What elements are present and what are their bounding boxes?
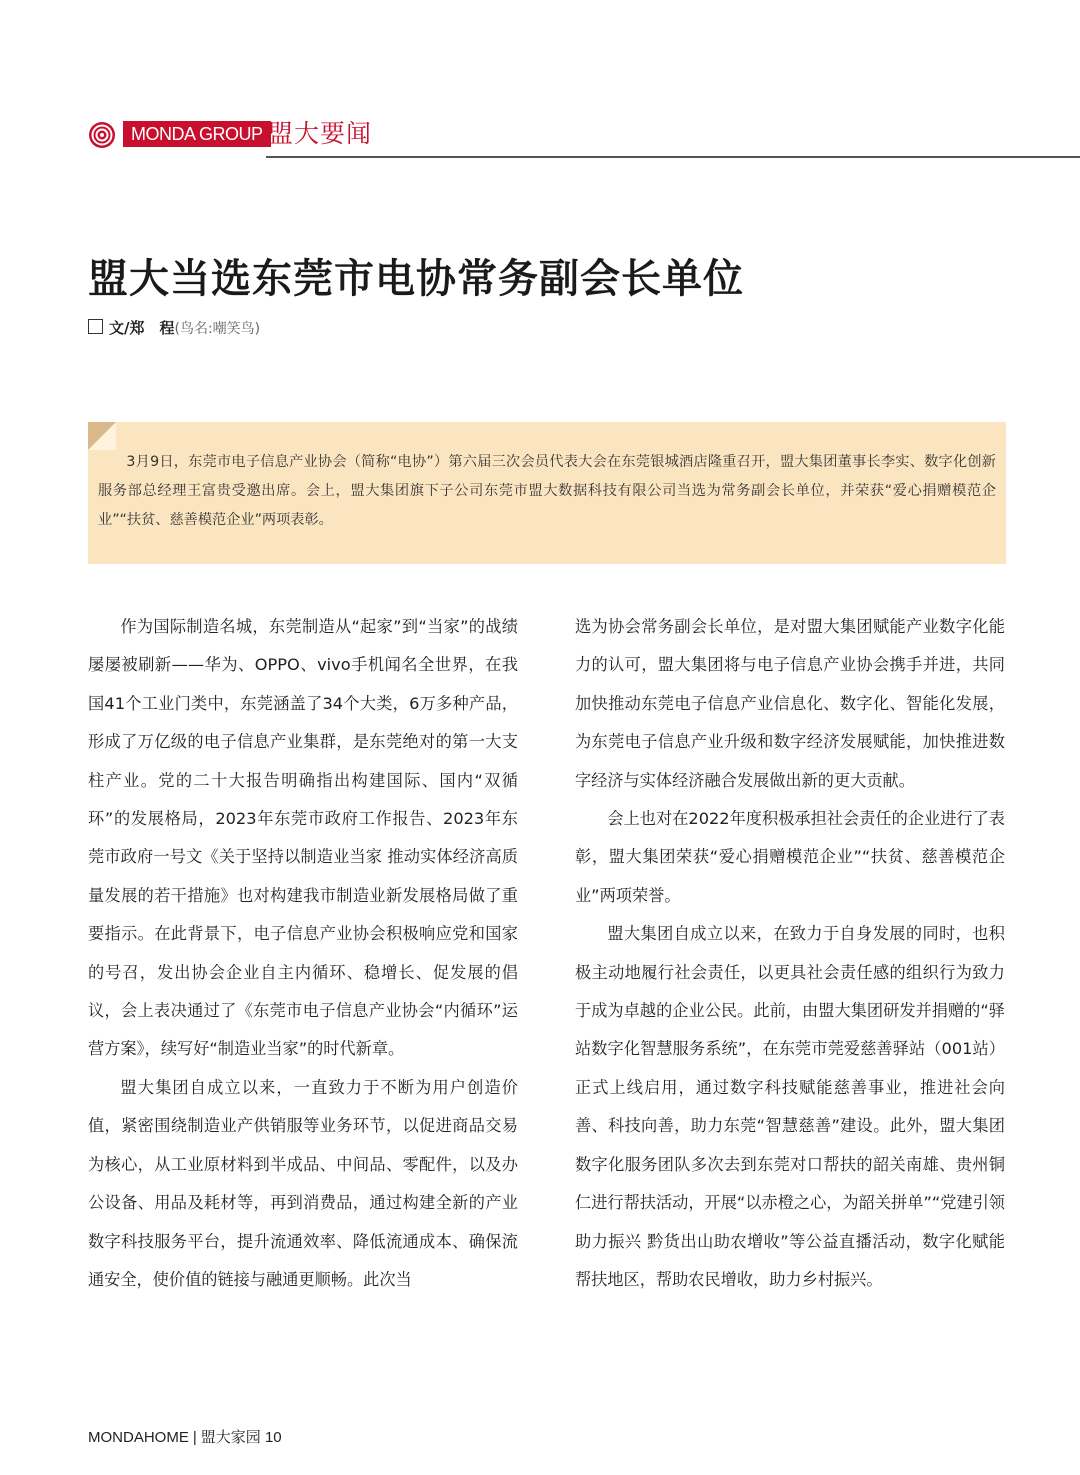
page-footer xyxy=(88,1425,282,1451)
byline-square-icon xyxy=(88,319,103,334)
body-paragraph: 作为国际制造名城，东莞制造从“起家”到“当家”的战绩屡屡被刷新——华为、OPPO、vivo手机闻名全世界，在我国41个工业门类中，东莞涵盖了34个大类，6万多种产品，形成了万亿级的电子信息产业集群，是东莞绝对的第一大支柱产业。党的二十大报告明确指出构建国际、国内“双循环”的发展格局，2023年东莞市政府工作报告、2023年东莞市政府一号文《关于坚持以制造业当家 推动实体经济高质量发展的若干措施》也对构建我市制造业新发展格局做了重要指示。在此背景下，电子信息产业协会积极响应党和国家的号召，发出协会企业自主内循环、稳增长、促发展的倡议，会上表决通过了《东莞市电子信息产业协会“内循环”运营方案》，续写好“制造业当家”的时代新章。 xyxy=(88,617,518,1059)
footer-magazine-en: MONDAHOME xyxy=(88,1429,189,1446)
footer-separator: | xyxy=(192,1429,197,1446)
body-column-left xyxy=(88,608,518,1299)
section-title: 盟大要闻 xyxy=(268,119,373,148)
brand-label: MONDA GROUP xyxy=(123,121,271,147)
body-paragraph: 盟大集团自成立以来，在致力于自身发展的同时，也积极主动地履行社会责任，以更具社会责任感的组织行为致力于成为卓越的企业公民。此前，由盟大集团研发并捐赠的“驿站数字化智慧服务系统”，在东莞市莞爱慈善驿站（001站）正式上线启用，通过数字科技赋能慈善事业，推进社会向善、科技向善，助力东莞“智慧慈善”建设。此外，盟大集团数字化服务团队多次去到东莞对口帮扶的韶关南雄、贵州铜仁进行帮扶活动，开展“以赤橙之心，为韶关拼单”“党建引领助力振兴 黔货出山助农增收”等公益直播活动，数字化赋能帮扶地区，帮助农民增收，助力乡村振兴。 xyxy=(575,924,1005,1289)
body-column-right xyxy=(575,608,1005,1299)
summary-box xyxy=(88,422,1006,564)
summary-text: 3月9日，东莞市电子信息产业协会（简称“电协”）第六届三次会员代表大会在东莞银城酒店隆重召开，盟大集团董事长李实、数字化创新服务部总经理王富贵受邀出席。会上，盟大集团旗下子公司东莞市盟大数据科技有限公司当选为常务副会长单位，并荣获“爱心捐赠模范企业”“扶贫、慈善模范企业”两项表彰。 xyxy=(98,454,996,528)
footer-magazine-cn: 盟大家园 xyxy=(200,1429,261,1446)
page-fold-corner xyxy=(88,422,116,450)
article-title: 盟大当选东莞市电协常务副会长单位 xyxy=(88,256,744,302)
monda-logo-icon xyxy=(88,121,116,149)
header-divider xyxy=(266,156,1080,158)
byline-nickname: (鸟名:嘲笑鸟) xyxy=(174,321,261,337)
body-paragraph: 会上也对在2022年度积极承担社会责任的企业进行了表彰，盟大集团荣获“爱心捐赠模范企业”“扶贫、慈善模范企业”两项荣誉。 xyxy=(575,809,1005,905)
page-header xyxy=(0,0,1080,170)
byline-author: 文/郑 程 xyxy=(109,319,175,337)
body-paragraph: 盟大集团自成立以来，一直致力于不断为用户创造价值，紧密围绕制造业产供销服等业务环节，以促进商品交易为核心，从工业原材料到半成品、中间品、零配件，以及办公设备、用品及耗材等，再到消费品，通过构建全新的产业数字科技服务平台，提升流通效率、降低流通成本、确保流通安全，使价值的链接与融通更顺畅。此次当 xyxy=(88,1077,518,1289)
body-paragraph-continued: 选为协会常务副会长单位，是对盟大集团赋能产业数字化能力的认可，盟大集团将与电子信息产业协会携手并进，共同加快推动东莞电子信息产业信息化、数字化、智能化发展，为东莞电子信息产业升级和数字经济发展赋能，加快推进数字经济与实体经济融合发展做出新的更大贡献。 xyxy=(575,617,1005,790)
page-number: 10 xyxy=(264,1429,282,1446)
byline xyxy=(88,317,260,341)
